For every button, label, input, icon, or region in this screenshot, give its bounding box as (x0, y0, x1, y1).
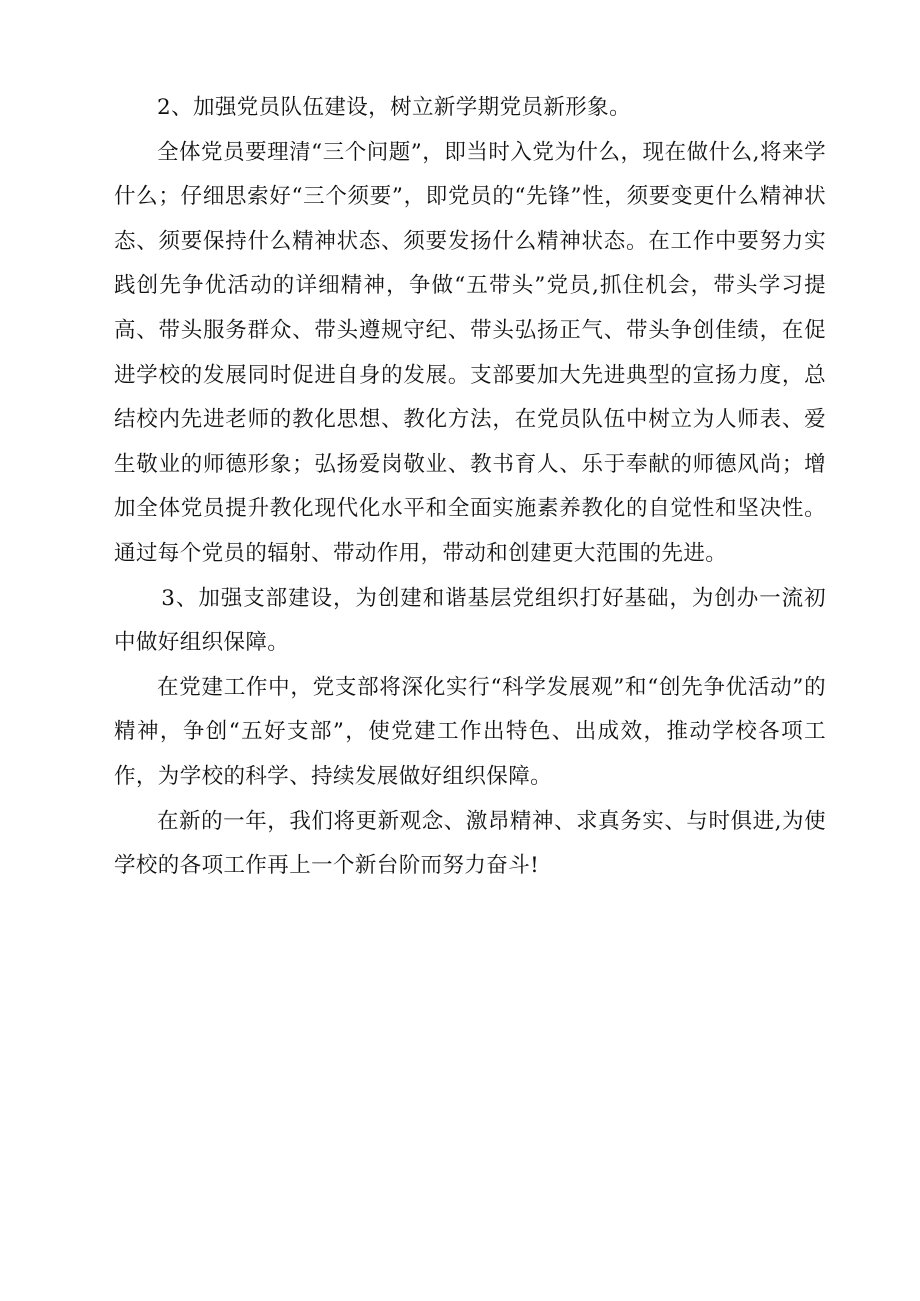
paragraph-new-year: 在新的一年，我们将更新观念、激昂精神、求真务实、与时俱进,为使学校的各项工作再上一个新台阶而努力奋斗! (114, 808, 826, 879)
section-2-heading: 2、加强党员队伍建设，树立新学期党员新形象。 (157, 95, 631, 120)
paragraph-party-building: 在党建工作中，党支部将深化实行“科学发展观”和“创先争优活动”的精神，争创“五好支部”，使党建工作出特色、出成效，推动学校各项工作，为学校的科学、持续发展做好组织保障。 (114, 674, 826, 789)
section-3-heading: 3、加强支部建设，为创建和谐基层党组织打好基础，为创办一流初中做好组织保障。 (114, 585, 826, 656)
paragraph-party-members: 全体党员要理清“三个问题”，即当时入党为什么，现在做什么,将来学什么；仔细思索好“三个须要”，即党员的“先锋”性，须要变更什么精神状态、须要保持什么精神状态、须要发扬什么精神状态。在工作中要努力实践创先争优活动的详细精神，争做“五带头”党员,抓住机会，带头学习提高、带头服务群众、带头遵规守纪、带头弘扬正气、带头争创佳绩，在促进学校的发展同时促进自身的发展。支部要加大先进典型的宣扬力度，总结校内先进老师的教化思想、教化方法，在党员队伍中树立为人师表、爱生敬业的师德形象；弘扬爱岗敬业、教书育人、乐于奉献的师德风尚；增加全体党员提升教化现代化水平和全面实施素养教化的自觉性和坚决性。通过每个党员的辐射、带动作用，带动和创建更大范围的先进。 (114, 139, 826, 566)
document-body (114, 86, 826, 889)
